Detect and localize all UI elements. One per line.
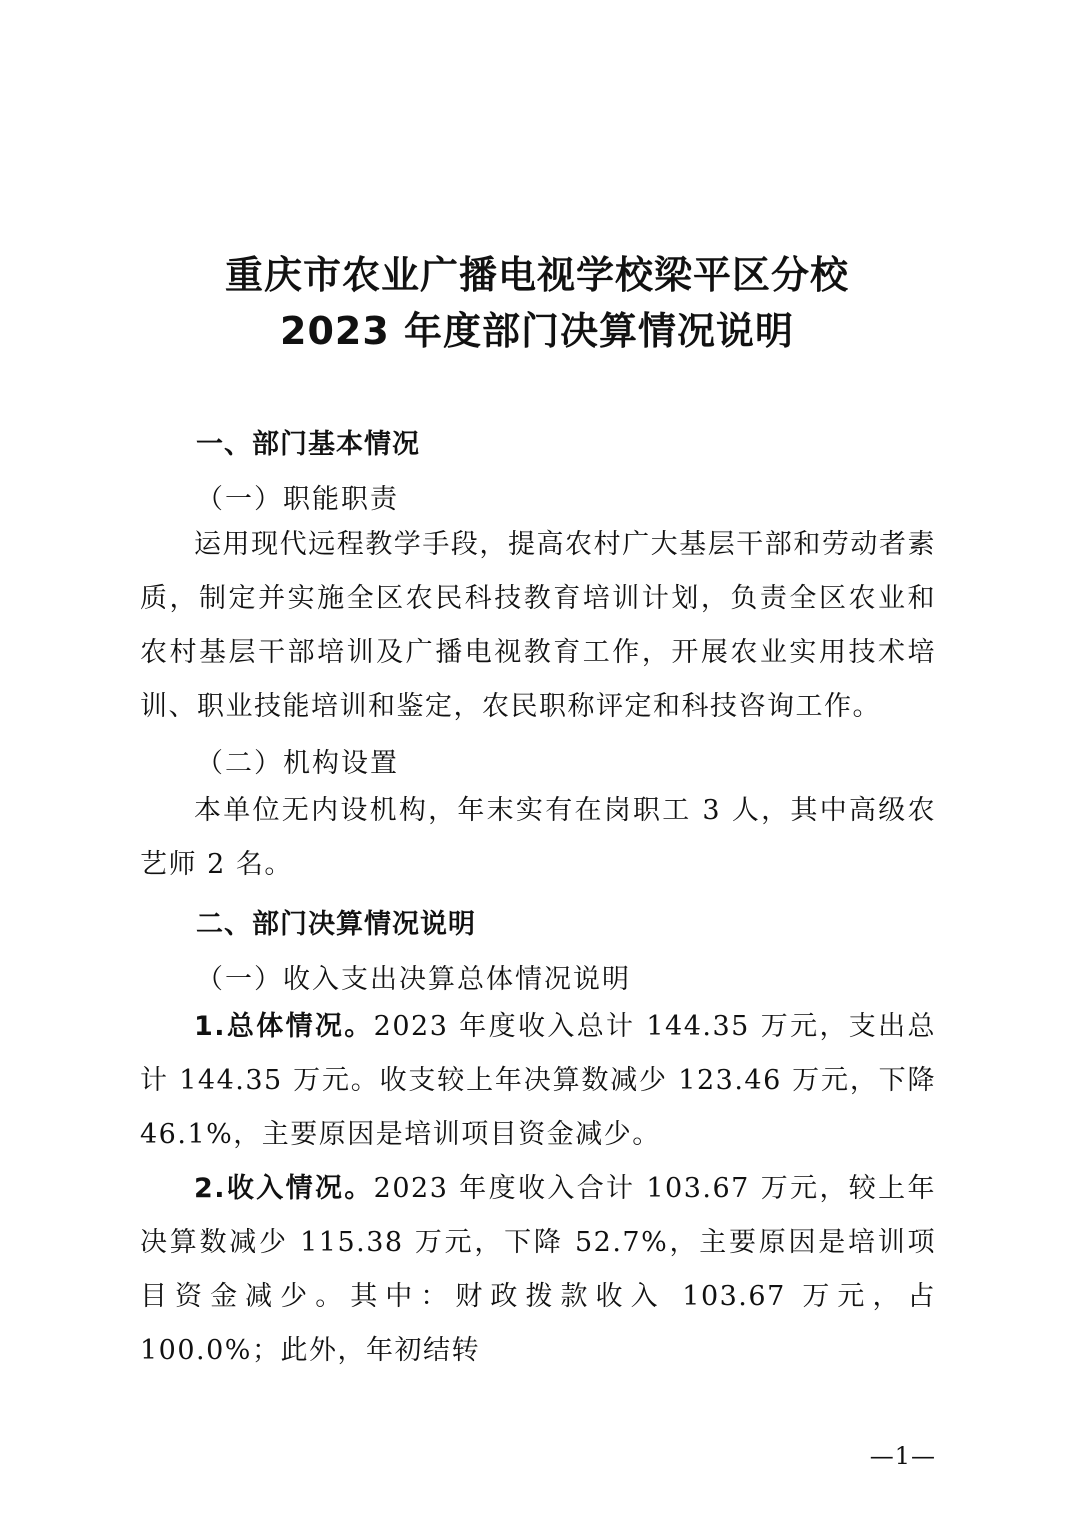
paragraph-overall-lead: 1.总体情况。 [194,1011,374,1042]
paragraph-income-lead: 2.收入情况。 [194,1173,374,1204]
page-number: —1— [869,1442,936,1470]
paragraph-income-text: 2023 年度收入合计 103.67 万元，较上年决算数减少 115.38 万元，下降 52.7%，主要原因是培训项目资金减少。其中：财政拨款收入 103.67 万元，占 100.0%；此外，年初结转 [140,1173,937,1366]
subsection-heading-income-expenditure: （一）收入支出决算总体情况说明 [196,964,631,995]
paragraph-organization: 本单位无内设机构，年末实有在岗职工 3 人，其中高级农艺师 2 名。 [140,795,936,880]
document-title-line1: 重庆市农业广播电视学校梁平区分校 [224,253,849,297]
subsection-heading-organization: （二）机构设置 [196,748,399,779]
document-title-line2: 2023 年度部门决算情况说明 [280,309,794,353]
subsection-heading-duties: （一）职能职责 [196,484,399,515]
paragraph-overall [140,1000,936,1162]
paragraph-duties: 运用现代远程教学手段，提高农村广大基层干部和劳动者素质，制定并实施全区农民科技教育培训计划，负责全区农业和农村基层干部培训及广播电视教育工作，开展农业实用技术培训、职业技能培训和鉴定，农民职称评定和科技咨询工作。 [140,529,936,722]
paragraph-income [140,1162,936,1378]
paragraph-overall-text: 2023 年度收入总计 144.35 万元，支出总计 144.35 万元。收支较上年决算数减少 123.46 万元，下降 46.1%，主要原因是培训项目资金减少。 [140,1011,937,1150]
section-heading-basic-info: 一、部门基本情况 [196,429,420,460]
section-heading-final-accounts: 二、部门决算情况说明 [196,909,476,940]
